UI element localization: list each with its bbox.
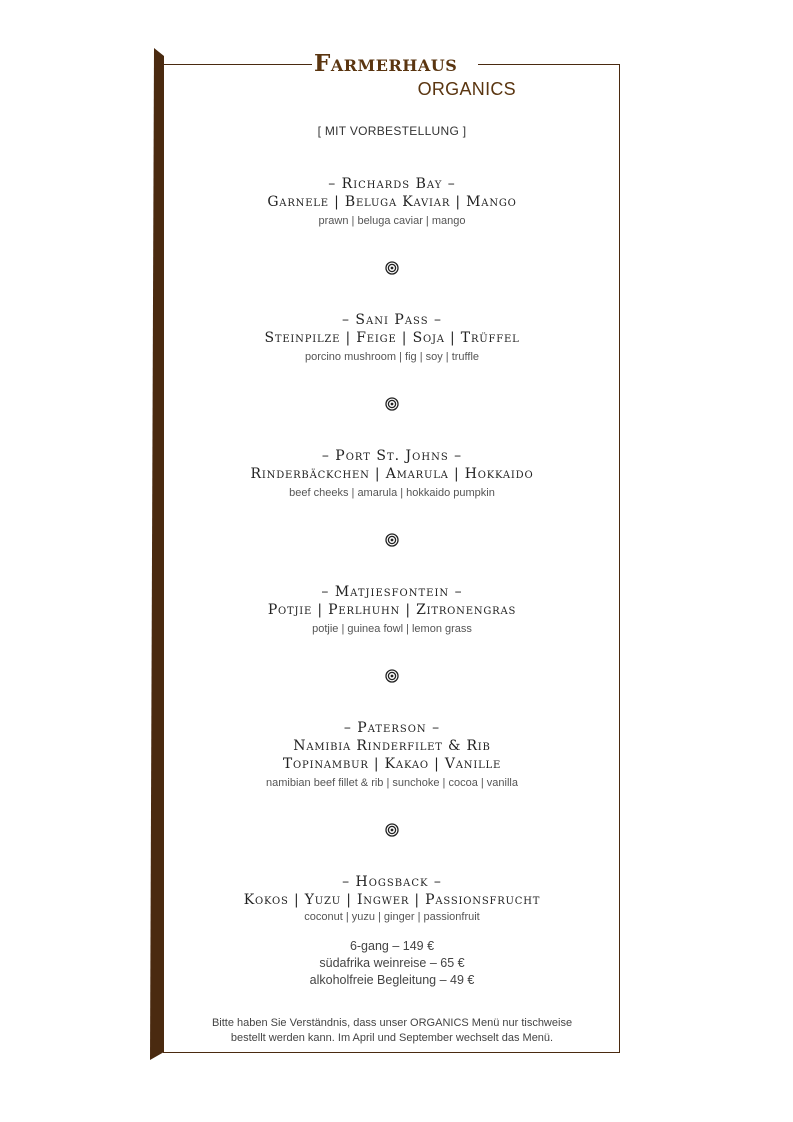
footer-note (164, 1016, 620, 1046)
course-name: – Port St. Johns – (321, 448, 463, 464)
spiral-ring-icon (385, 261, 399, 275)
course-english: porcino mushroom | fig | soy | truffle (304, 351, 480, 363)
course-english: potjie | guinea fowl | lemon grass (312, 623, 472, 635)
course-paterson (164, 719, 620, 791)
course-ingredients: Rinderbäckchen | Amarula | Hokkaido (250, 466, 534, 482)
course-english: beef cheeks | amarula | hokkaido pumpkin (289, 487, 495, 499)
course-matjiesfontein (164, 583, 620, 637)
brand-subtitle: ORGANICS (417, 79, 516, 99)
footer-note-line: Bitte haben Sie Verständnis, dass unser ORGANICS Menü nur tischweise (211, 1017, 573, 1029)
course-name: – Richards Bay – (328, 176, 456, 192)
course-english: coconut | yuzu | ginger | passionfruit (304, 911, 480, 923)
price-list (164, 938, 620, 989)
course-ingredients: Potjie | Perlhuhn | Zitronengras (267, 602, 517, 618)
price-wine-pairing: südafrika weinreise – 65 € (319, 956, 465, 970)
course-ingredients: Garnele | Beluga Kaviar | Mango (267, 194, 517, 210)
course-richards-bay (164, 175, 620, 229)
brand-title: Farmerhaus (314, 50, 458, 77)
price-menu: 6-gang – 149 € (349, 939, 435, 953)
brand-logo (314, 50, 524, 100)
spiral-ring-icon (385, 669, 399, 683)
course-english: namibian beef fillet & rib | sunchoke | cocoa | vanilla (266, 777, 518, 789)
preorder-label: [ MIT VORBESTELLUNG ] (317, 124, 467, 138)
course-english: prawn | beluga caviar | mango (318, 215, 466, 227)
spiral-ring-icon (385, 397, 399, 411)
course-ingredients: Steinpilze | Feige | Soja | Trüffel (264, 330, 520, 346)
course-name: – Matjiesfontein – (321, 584, 463, 600)
spiral-ring-icon (385, 533, 399, 547)
frame-bottom-line (163, 1052, 620, 1053)
course-name: – Paterson – (343, 720, 441, 736)
course-ingredients: Topinambur | Kakao | Vanille (282, 756, 502, 772)
brown-spine-bar (150, 48, 164, 1060)
footer-note-line: bestellt werden kann. Im April und September wechselt das Menü. (230, 1032, 554, 1044)
course-ingredients: Namibia Rinderfilet & Rib (293, 738, 491, 754)
course-hogsback (164, 873, 620, 925)
course-name: – Sani Pass – (341, 312, 443, 328)
course-sani-pass (164, 311, 620, 365)
course-port-st-johns (164, 447, 620, 501)
price-non-alcoholic: alkoholfreie Begleitung – 49 € (309, 973, 475, 987)
spiral-ring-icon (385, 823, 399, 837)
course-name: – Hogsback – (342, 874, 442, 890)
frame-top-left-line (163, 64, 312, 65)
course-ingredients: Kokos | Yuzu | Ingwer | Passionsfrucht (243, 892, 541, 908)
